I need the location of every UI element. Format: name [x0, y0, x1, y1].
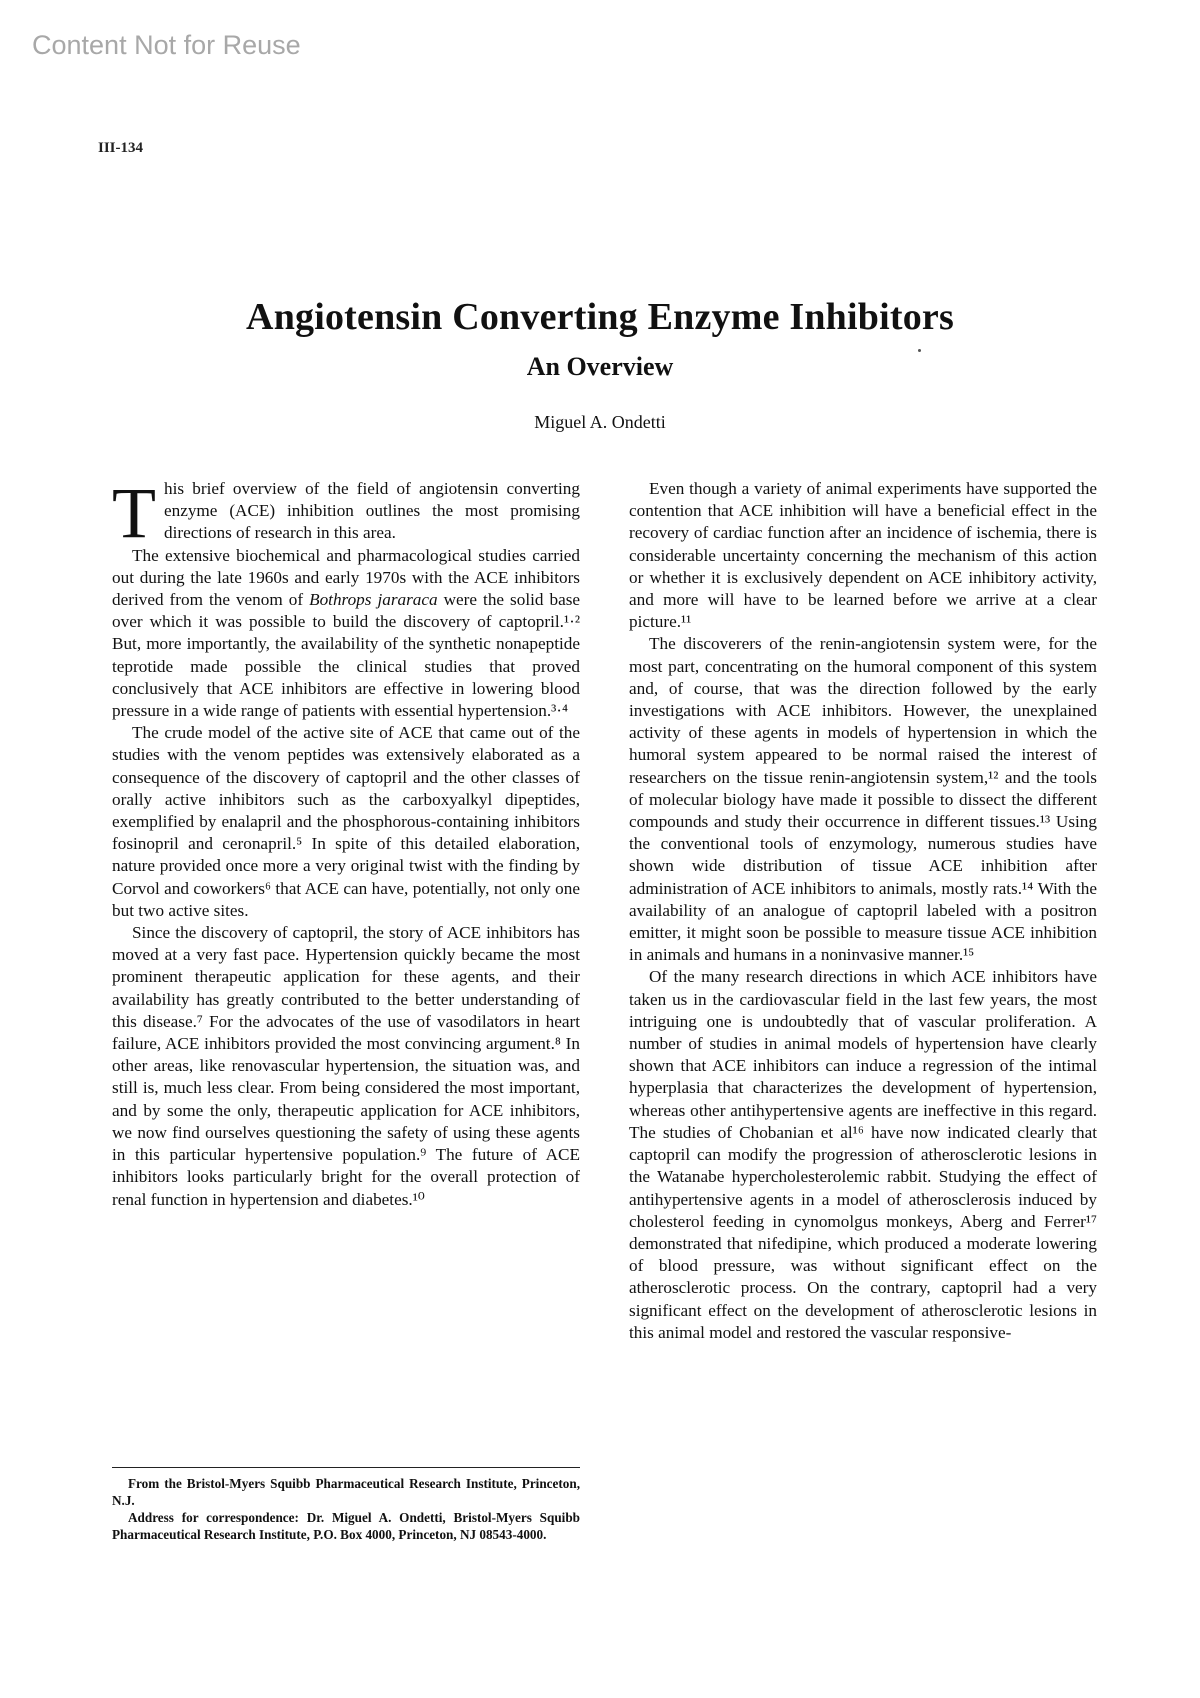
paragraph: Since the discovery of captopril, the story of ACE inhibitors has moved at a very fast pace. Hypertension quickly became the most prominent therapeutic application for these agents, and their availability has greatly contributed to the better understanding of this disease.⁷ For the advocates of the use of vasodilators in heart failure, ACE inhibitors provided the most convincing argument.⁸ In other areas, like renovascular hypertension, the situation was, and still is, much less clear. From being considered the most important, and by some the only, therapeutic application for ACE inhibitors, we now find ourselves questioning the safety of using these agents in this particular hypertensive population.⁹ The future of ACE inhibitors looks particularly bright for the overall protection of renal function in hypertension and diabetes.¹⁰ [112, 923, 580, 1209]
affiliation-note: From the Bristol-Myers Squibb Pharmaceutical Research Institute, Princeton, N.J. [112, 1476, 580, 1508]
paragraph-text: his brief overview of the field of angiotensin converting enzyme (ACE) inhibition outlines the most promising directions of research in this area. [163, 479, 580, 543]
article-subtitle: An Overview [526, 352, 674, 381]
paragraph [112, 545, 580, 723]
paragraph: The discoverers of the renin-angiotensin system were, for the most part, concentrating on the humoral component of this system and, of course, that was the direction followed by the early investigations with ACE inhibitors. However, the unexplained activity of these agents in models of hypertension in which the humoral system appeared to be normal raised the interest of researchers on the tissue renin-angiotensin system,¹² and the tools of molecular biology have made it possible to dissect the different compounds and study their occurrence in different tissues.¹³ Using the conventional tools of enzymology, numerous studies have shown wide distribution of tissue ACE inhibition after administration of ACE inhibitors to animals, mostly rats.¹⁴ With the availability of an analogue of captopril labeled with a positron emitter, it might soon be possible to measure tissue ACE inhibition in animals and humans in a noninvasive manner.¹⁵ [629, 634, 1097, 965]
paragraph: Of the many research directions in which ACE inhibitors have taken us in the cardiovascular field in the last few years, the most intriguing one is undoubtedly that of vascular proliferation. A number of studies in animal models of hypertension have clearly shown that ACE inhibitors can induce a regression of the intimal hyperplasia that characterizes the development of hypertension, whereas other antihypertensive agents are ineffective in this regard. The studies of Chobanian et al¹⁶ have now indicated clearly that captopril can modify the progression of atherosclerotic lesions in the Watanabe hypercholesterolemic rabbit. Studying the effect of antihypertensive agents in a model of atherosclerosis induced by cholesterol feeding in cynomolgus monkeys, Aberg and Ferrer¹⁷ demonstrated that nifedipine, which produced a moderate lowering of blood pressure, was without significant effect on the atherosclerotic process. On the contrary, captopril had a very significant effect on the development of atherosclerotic lesions in this animal model and restored the vascular responsive- [629, 967, 1097, 1342]
paragraph-text: The extensive biochemical and pharmacological studies carried out during the late 1960s and early 1970s with the ACE inhibitors derived from the venom of [112, 545, 580, 610]
right-column [629, 478, 1097, 1344]
footnotes [112, 1475, 580, 1543]
author-name: Miguel A. Ondetti [534, 412, 666, 432]
watermark: Content Not for Reuse [32, 30, 301, 60]
drop-cap: T [112, 473, 156, 553]
article-title: Angiotensin Converting Enzyme Inhibitors [246, 296, 954, 338]
species-name: Bothrops jararaca [309, 590, 438, 610]
paragraph-text: were the solid base over which it was possible to build the discovery of captopril.¹·² But, more importantly, the availability of the synthetic nonapeptide teprotide made possible the clinical studies that proved conclusively that ACE inhibitors are effective in lowering blood pressure in a wide range of patients with essential hypertension.³·⁴ [112, 590, 581, 721]
paragraph [112, 473, 580, 553]
left-column [112, 473, 581, 1211]
speck-mark [918, 349, 921, 352]
page-number: III-134 [98, 140, 144, 156]
paragraph: Even though a variety of animal experiments have supported the contention that ACE inhibition will have a beneficial effect in the recovery of cardiac function after an incidence of ischemia, there is considerable uncertainty concerning the mechanism of this action or whether it is exclusively dependent on ACE inhibitory activity, and more will have to be learned before we arrive at a clear picture.¹¹ [629, 479, 1097, 632]
paragraph: The crude model of the active site of ACE that came out of the studies with the venom peptides was extensively elaborated as a consequence of the discovery of captopril and the other classes of orally active inhibitors such as the carboxyalkyl dipeptides, exemplified by enalapril and the phosphorous-containing inhibitors fosinopril and ceronapril.⁵ In spite of this detailed elaboration, nature provided once more a very original twist with the finding by Corvol and coworkers⁶ that ACE can have, potentially, not only one but two active sites. [112, 723, 580, 920]
correspondence-note: Address for correspondence: Dr. Miguel A. Ondetti, Bristol-Myers Squibb Pharmaceutical Research Institute, P.O. Box 4000, Princeton, NJ 08543-4000. [112, 1510, 580, 1542]
footnote-divider [112, 1467, 580, 1468]
